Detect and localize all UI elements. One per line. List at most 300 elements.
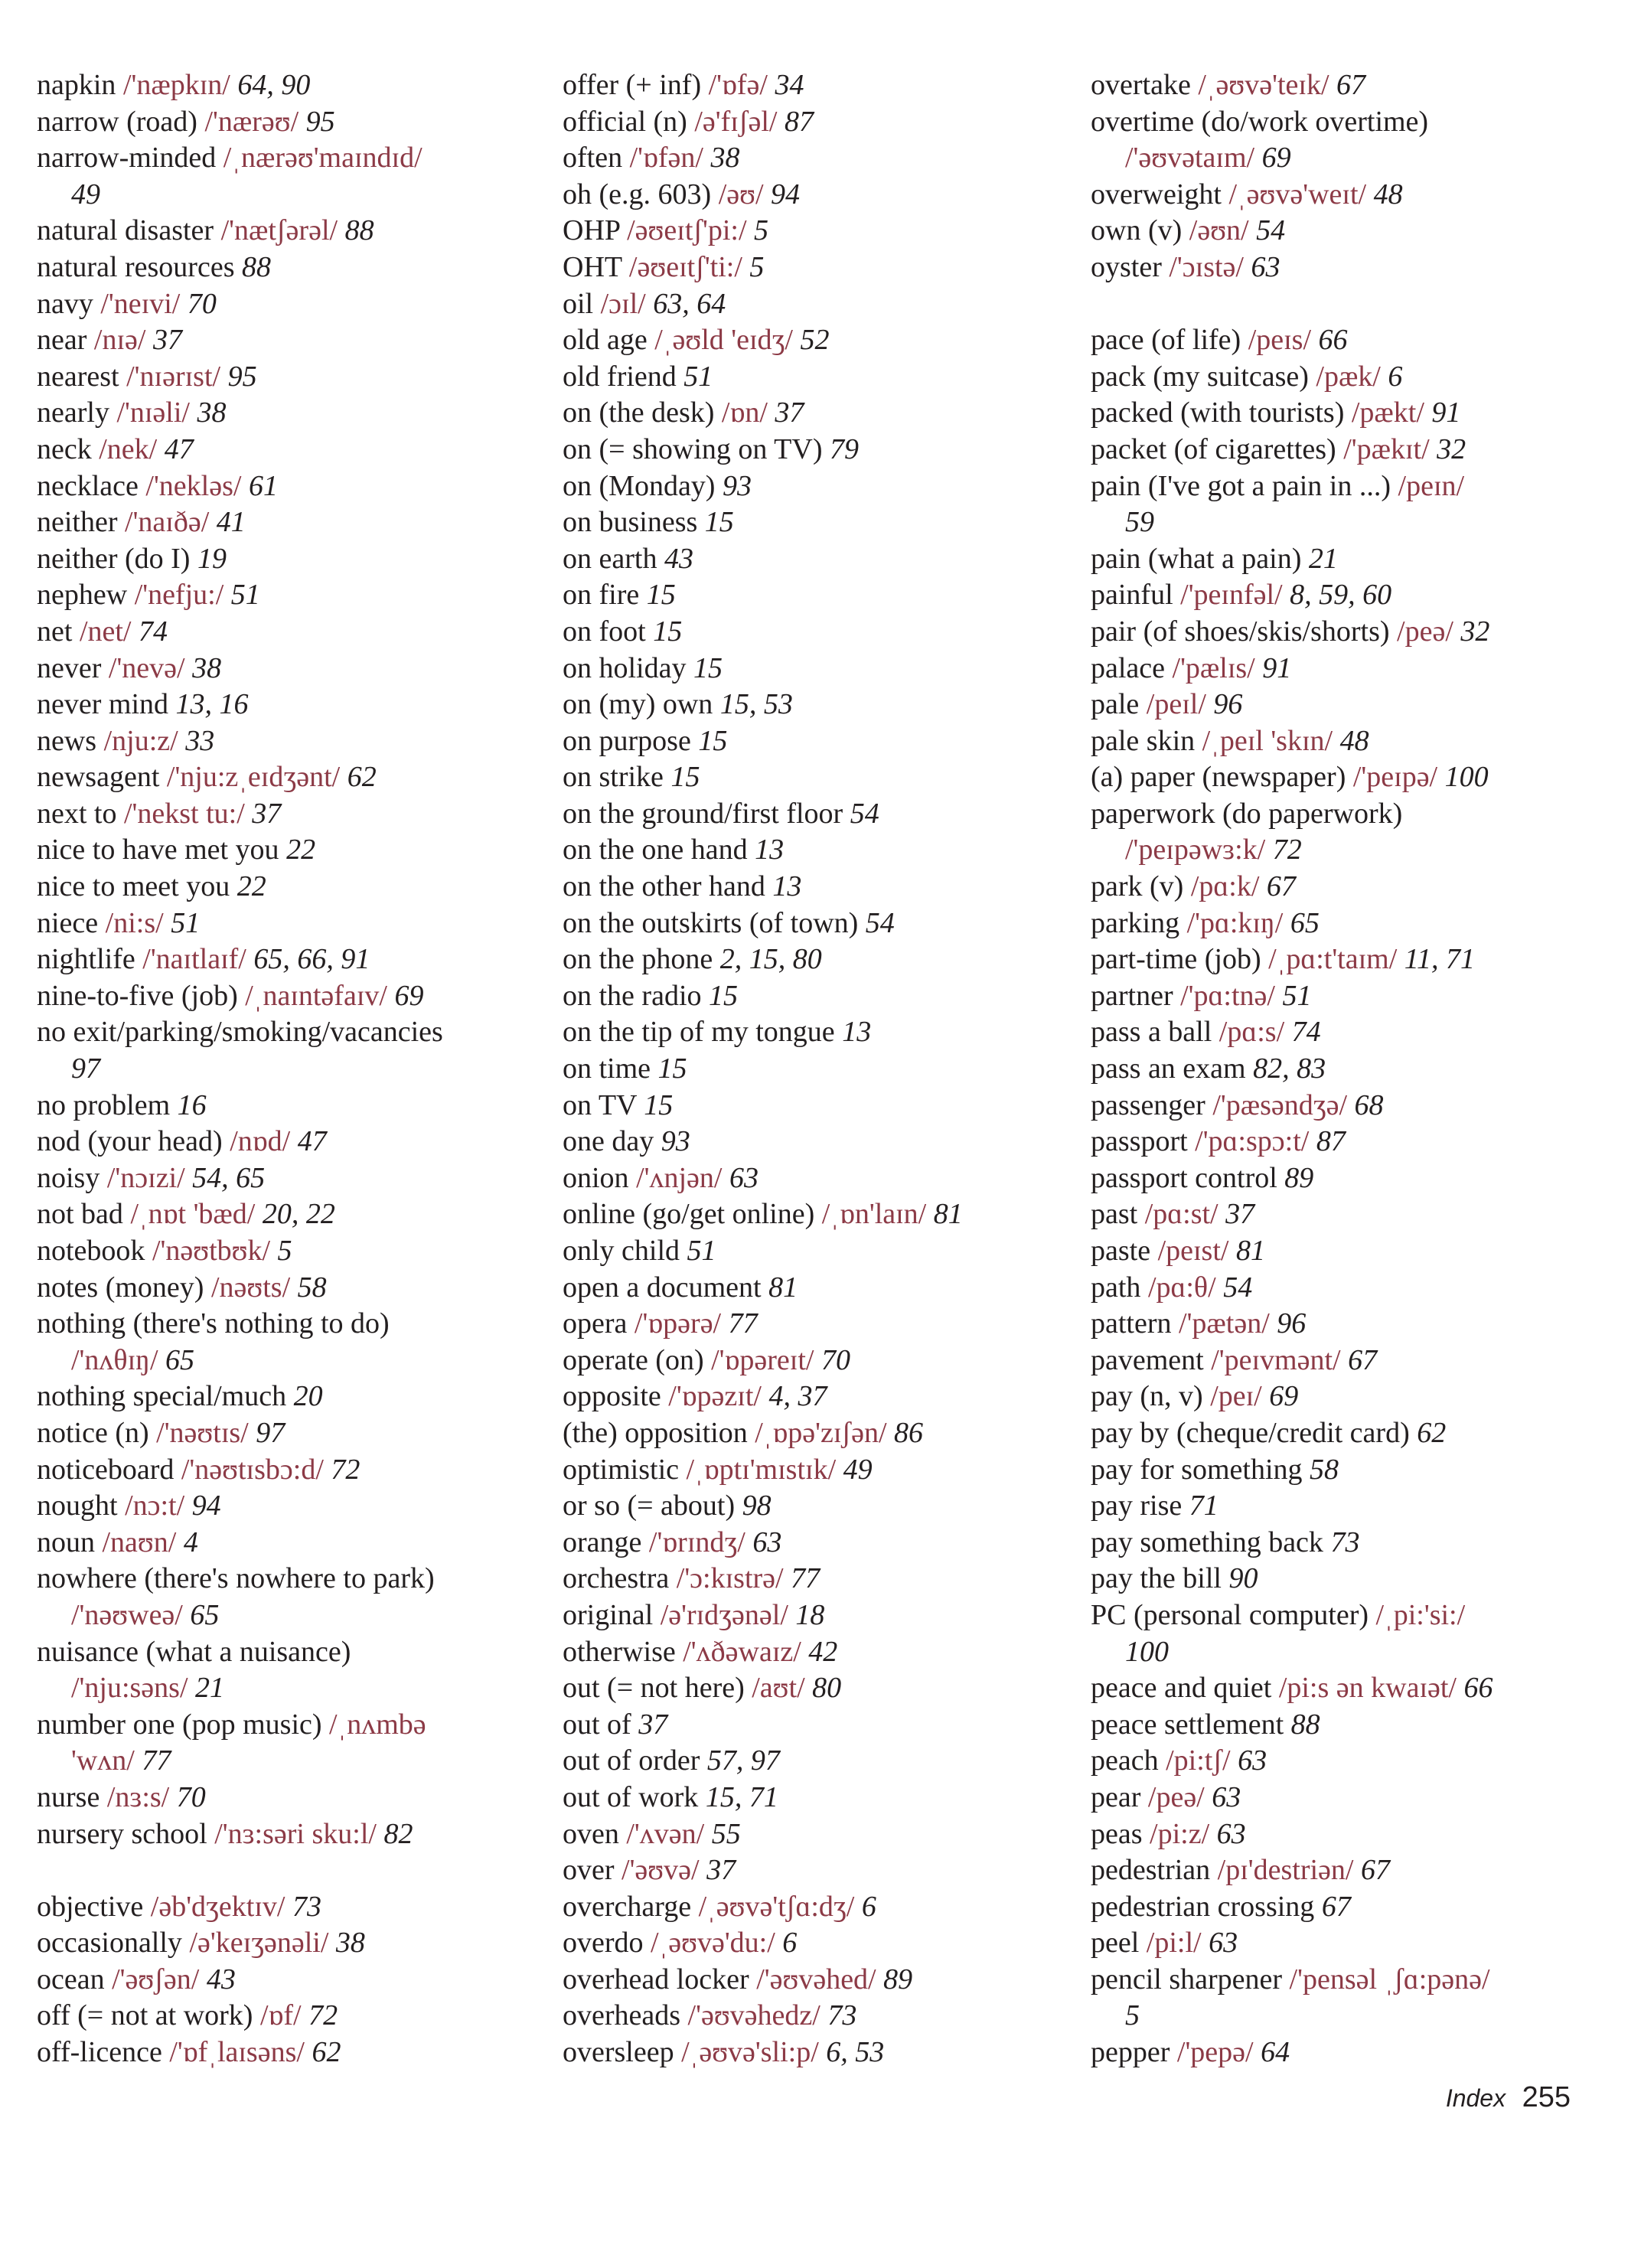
entry-pages: 65 (1290, 906, 1320, 939)
index-entry (1091, 1270, 1611, 1307)
entry-pages: 62 (347, 761, 377, 794)
entry-headword: paperwork (do paperwork) (1091, 797, 1403, 830)
letter-gap (1091, 286, 1611, 323)
entry-pages: 5 (754, 214, 769, 247)
entry-pronunciation: /'nɪərɪst/ (126, 360, 221, 393)
entry-pronunciation: /'ʌvən/ (626, 1817, 705, 1850)
entry-headword: occasionally (37, 1927, 182, 1960)
entry-pages: 81 (933, 1198, 963, 1231)
entry-pronunciation: /nɜ:s/ (106, 1780, 170, 1813)
entry-pronunciation: /'pensəl ˌʃɑ:pənə/ (1289, 1963, 1490, 1996)
index-entry (1091, 1196, 1611, 1233)
entry-headword: noun (37, 1526, 95, 1558)
entry-pages: 100 (1444, 761, 1489, 794)
entry-pronunciation: /ɒn/ (721, 396, 768, 429)
entry-headword: own (v) (1091, 214, 1183, 247)
index-entry (37, 1196, 527, 1233)
entry-pronunciation: /ˌpeɪl 'skɪn/ (1202, 724, 1333, 757)
entry-pages: 63 (1212, 1780, 1241, 1813)
index-entry (37, 1816, 527, 1853)
entry-pronunciation: /'nəʊtbʊk/ (152, 1235, 271, 1267)
index-entry (563, 614, 1052, 651)
entry-headword: off-licence (37, 2036, 162, 2069)
entry-pages: 65, 66, 91 (253, 943, 370, 976)
entry-pronunciation: /ˌnɒt 'bæd/ (130, 1198, 256, 1231)
entry-pages: 67 (1321, 1890, 1351, 1923)
index-entry (37, 869, 527, 906)
entry-headword: not bad (37, 1198, 123, 1231)
index-entry (37, 541, 527, 578)
entry-headword: notebook (37, 1235, 145, 1267)
entry-headword: painful (1091, 579, 1173, 612)
entry-pages: 95 (305, 105, 335, 138)
entry-pronunciation: /nɪə/ (93, 324, 146, 357)
entry-headword: oven (563, 1817, 619, 1850)
entry-pages: 77 (142, 1744, 171, 1777)
index-entry (563, 322, 1052, 359)
index-entry (1091, 2035, 1611, 2071)
entry-pages: 88 (344, 214, 374, 247)
entry-pages: 51 (1282, 979, 1312, 1012)
entry-headword: on (my) own (563, 688, 713, 721)
index-column-1 (37, 67, 527, 2071)
entry-headword: nothing (there's nothing to do) (37, 1307, 390, 1340)
entry-headword: pedestrian crossing (1091, 1890, 1315, 1923)
entry-continuation (1091, 504, 1611, 541)
index-entry (1091, 250, 1611, 286)
entry-headword: no problem (37, 1088, 171, 1121)
index-entry (37, 395, 527, 432)
entry-headword: on holiday (563, 651, 687, 684)
entry-pages: 5 (277, 1235, 292, 1267)
index-entry (1091, 1743, 1611, 1780)
index-entry (563, 1233, 1052, 1270)
entry-pages: 32 (1460, 615, 1490, 648)
entry-headword: out of order (563, 1744, 700, 1777)
entry-pages: 63 (1209, 1927, 1238, 1960)
entry-pages: 98 (742, 1490, 772, 1522)
entry-pronunciation: /'nevə/ (108, 651, 185, 684)
entry-headword: nowhere (there's nowhere to park) (37, 1562, 435, 1595)
entry-headword: pain (I've got a pain in ...) (1091, 469, 1391, 502)
index-entry (563, 1014, 1052, 1051)
index-entry (37, 504, 527, 541)
entry-pronunciation: /ɒf/ (259, 1999, 302, 2032)
entry-pages: 90 (1228, 1562, 1258, 1595)
index-entry (37, 796, 527, 833)
entry-pages: 52 (800, 324, 830, 357)
index-entry (37, 432, 527, 468)
index-entry (37, 1415, 527, 1452)
entry-headword: navy (37, 287, 93, 320)
entry-pronunciation: /'əʊvəhed/ (756, 1963, 876, 1996)
entry-pages: 15 (709, 979, 739, 1012)
entry-headword: on the radio (563, 979, 702, 1012)
entry-pronunciation: /pɑ:st/ (1144, 1198, 1219, 1231)
entry-headword: offer (+ inf) (563, 69, 702, 101)
entry-headword: orange (563, 1526, 642, 1558)
entry-continuation (1091, 1998, 1611, 2035)
entry-headword: (the) opposition (563, 1416, 748, 1449)
entry-pages: 86 (894, 1416, 924, 1449)
entry-pages: 32 (1437, 432, 1466, 465)
entry-headword: pass an exam (1091, 1052, 1246, 1085)
entry-headword: pay something back (1091, 1526, 1323, 1558)
entry-headword: on the one hand (563, 834, 748, 866)
index-entry (1091, 796, 1611, 869)
entry-headword: partner (1091, 979, 1173, 1012)
index-entry (1091, 177, 1611, 214)
entry-headword: off (= not at work) (37, 1999, 253, 2032)
entry-headword: nine-to-five (job) (37, 979, 238, 1012)
index-entry (37, 1525, 527, 1561)
index-entry (1091, 1160, 1611, 1197)
entry-pages: 94 (191, 1490, 221, 1522)
entry-pages: 65 (190, 1598, 220, 1631)
entry-pages: 4, 37 (768, 1380, 827, 1413)
index-column-3 (1091, 67, 1611, 2071)
entry-pronunciation: /ə'rɪdʒənəl/ (660, 1598, 788, 1631)
entry-headword: old friend (563, 360, 677, 393)
index-entry (563, 1124, 1052, 1160)
entry-pages: 37 (706, 1854, 736, 1887)
entry-pages: 6, 53 (826, 2036, 885, 2069)
index-entry (37, 1452, 527, 1489)
entry-headword: on strike (563, 761, 664, 794)
entry-pages: 55 (711, 1817, 741, 1850)
entry-pronunciation: /'əʊvəhedz/ (687, 1999, 820, 2032)
entry-pronunciation: /ˌəʊvə'teɪk/ (1198, 69, 1329, 101)
index-entry (1091, 1233, 1611, 1270)
entry-pages: 4 (183, 1526, 198, 1558)
entry-pages: 82, 83 (1253, 1052, 1326, 1085)
entry-headword: out (= not here) (563, 1672, 745, 1705)
entry-pages: 100 (1125, 1635, 1169, 1668)
footer-label: Index (1445, 2084, 1506, 2112)
entry-pages: 63 (729, 1161, 759, 1194)
entry-pronunciation: /'nɪəli/ (116, 396, 190, 429)
entry-pronunciation: /'neɪvi/ (100, 287, 181, 320)
entry-pronunciation: /ˌɒptɪ'mɪstɪk/ (686, 1453, 837, 1486)
index-entry (1091, 395, 1611, 432)
entry-continuation (37, 177, 527, 214)
entry-pages: 62 (1417, 1416, 1447, 1449)
entry-pages: 67 (1266, 870, 1296, 903)
entry-pronunciation: /'nærəʊ/ (204, 105, 299, 138)
entry-headword: overweight (1091, 178, 1222, 210)
index-entry (563, 2035, 1052, 2071)
index-entry (37, 213, 527, 250)
entry-pages: 64 (1261, 2036, 1290, 2069)
entry-pages: 66 (1463, 1672, 1493, 1705)
entry-pages: 93 (661, 1125, 690, 1158)
index-entry (1091, 1670, 1611, 1707)
entry-pages: 69 (1269, 1380, 1299, 1413)
letter-gap (37, 1852, 527, 1889)
index-entry (1091, 213, 1611, 250)
entry-pages: 15 (646, 579, 676, 612)
index-entry (563, 1925, 1052, 1962)
index-entry (37, 978, 527, 1015)
entry-headword: noisy (37, 1161, 100, 1194)
index-entry (563, 1852, 1052, 1889)
entry-continuation (1091, 140, 1611, 177)
entry-pages: 97 (256, 1416, 285, 1449)
entry-pages: 96 (1213, 688, 1243, 721)
entry-headword: neck (37, 432, 92, 465)
index-entry (563, 213, 1052, 250)
entry-pronunciation: /'nju:zˌeɪdʒənt/ (166, 761, 341, 794)
index-entry (1091, 1124, 1611, 1160)
entry-headword: pay by (cheque/credit card) (1091, 1416, 1410, 1449)
entry-pages: 5 (749, 250, 765, 283)
index-entry (563, 1889, 1052, 1926)
index-entry (563, 1561, 1052, 1597)
entry-pronunciation: /peɪs/ (1248, 324, 1312, 357)
entry-headword: on the ground/first floor (563, 797, 843, 830)
entry-headword: on time (563, 1052, 651, 1085)
entry-headword: over (563, 1854, 615, 1887)
entry-pronunciation: /pi:l/ (1146, 1927, 1202, 1960)
index-entry (1091, 1889, 1611, 1926)
index-entry (563, 796, 1052, 833)
entry-pages: 20 (293, 1380, 323, 1413)
index-entry (563, 468, 1052, 505)
index-entry (563, 1962, 1052, 1999)
entry-pages: 72 (308, 1999, 338, 2032)
index-entry (37, 614, 527, 651)
index-entry (37, 1014, 527, 1087)
entry-pages: 93 (722, 469, 752, 502)
entry-pages: 21 (1308, 542, 1338, 575)
entry-headword: pay (n, v) (1091, 1380, 1203, 1413)
index-entry (1091, 723, 1611, 760)
entry-pages: 48 (1373, 178, 1403, 210)
entry-pronunciation: /'nekləs/ (145, 469, 242, 502)
index-entry (1091, 759, 1611, 796)
index-entry (1091, 869, 1611, 906)
index-entry (563, 359, 1052, 396)
entry-headword: nod (your head) (37, 1125, 223, 1158)
entry-pages: 15, 53 (719, 688, 793, 721)
entry-headword: overtake (1091, 69, 1191, 101)
entry-headword: pass a ball (1091, 1016, 1212, 1049)
index-entry (563, 869, 1052, 906)
entry-headword: pavement (1091, 1343, 1204, 1376)
entry-pages: 15 (670, 761, 700, 794)
entry-headword: nursery school (37, 1817, 207, 1850)
entry-pronunciation: /'ʌnjən/ (636, 1161, 723, 1194)
entry-pronunciation: /'peɪvmənt/ (1211, 1343, 1341, 1376)
entry-headword: pain (what a pain) (1091, 542, 1302, 575)
entry-headword: overdo (563, 1927, 644, 1960)
index-entry (1091, 941, 1611, 978)
index-entry (563, 1525, 1052, 1561)
entry-pronunciation: /'nætʃərəl/ (220, 214, 338, 247)
index-entry (1091, 468, 1611, 541)
index-entry (37, 577, 527, 614)
entry-pronunciation: /'nɜ:səri sku:l/ (214, 1817, 377, 1850)
index-entry (37, 1998, 527, 2035)
entry-continuation (37, 1051, 527, 1088)
entry-pronunciation: /əʊeɪtʃ'pi:/ (627, 214, 747, 247)
index-entry (563, 1160, 1052, 1197)
entry-pronunciation: /pɑ:s/ (1219, 1016, 1285, 1049)
entry-pronunciation: /'ɒfˌlaɪsəns/ (169, 2036, 305, 2069)
entry-pages: 57, 97 (706, 1744, 780, 1777)
entry-headword: ocean (37, 1963, 105, 1996)
index-entry (1091, 1014, 1611, 1051)
index-entry (563, 1452, 1052, 1489)
entry-headword: pale skin (1091, 724, 1196, 757)
entry-headword: on the tip of my tongue (563, 1016, 835, 1049)
entry-pages: 43 (206, 1963, 236, 1996)
entry-pages: 22 (286, 834, 316, 866)
entry-pronunciation: /nek/ (99, 432, 158, 465)
entry-pages: 73 (827, 1999, 857, 2032)
page-footer (1446, 2080, 1571, 2114)
entry-pronunciation: /ˌəʊld 'eɪdʒ/ (654, 324, 793, 357)
entry-headword: overheads (563, 1999, 681, 2032)
index-entry (37, 832, 527, 869)
entry-pronunciation: /'peɪpəwɜ:k/ (1125, 834, 1266, 866)
entry-pronunciation: /ˌəʊvə'tʃɑ:dʒ/ (698, 1890, 855, 1923)
entry-continuation (37, 1670, 527, 1707)
entry-headword: narrow (road) (37, 105, 197, 138)
entry-headword: neither (37, 506, 118, 539)
entry-pages: 62 (312, 2036, 341, 2069)
entry-pages: 37 (252, 797, 282, 830)
entry-pages: 72 (331, 1453, 360, 1486)
entry-pages: 6 (782, 1927, 798, 1960)
index-entry (37, 1889, 527, 1926)
entry-headword: or so (= about) (563, 1490, 736, 1522)
entry-pronunciation: /'pepə/ (1176, 2036, 1254, 2069)
entry-pages: 87 (1316, 1125, 1346, 1158)
index-entry (1091, 322, 1611, 359)
entry-pages: 69 (394, 979, 424, 1012)
entry-pages: 95 (227, 360, 257, 393)
entry-headword: noticeboard (37, 1453, 175, 1486)
entry-headword: pay the bill (1091, 1562, 1222, 1595)
index-entry (563, 395, 1052, 432)
index-entry (563, 140, 1052, 177)
entry-pronunciation: /'peɪpə/ (1352, 761, 1438, 794)
entry-headword: otherwise (563, 1635, 676, 1668)
index-entry (37, 1160, 527, 1197)
index-entry (1091, 359, 1611, 396)
index-entry (563, 759, 1052, 796)
entry-headword: news (37, 724, 97, 757)
index-entry (563, 1306, 1052, 1343)
entry-continuation (37, 1597, 527, 1634)
entry-pages: 48 (1339, 724, 1369, 757)
entry-pages: 91 (1431, 396, 1461, 429)
entry-pages: 38 (710, 142, 740, 175)
index-entry (563, 978, 1052, 1015)
entry-pages: 70 (187, 287, 217, 320)
index-entry (37, 759, 527, 796)
entry-pronunciation: /ˌəʊvə'weɪt/ (1228, 178, 1367, 210)
entry-pages: 33 (185, 724, 215, 757)
entry-headword: pair (of shoes/skis/shorts) (1091, 615, 1390, 648)
index-entry (1091, 1780, 1611, 1816)
index-entry (37, 1270, 527, 1307)
entry-pronunciation: /ˌɒpə'zɪʃən/ (755, 1416, 887, 1449)
entry-pages: 66 (1318, 324, 1348, 357)
index-entry (563, 1051, 1052, 1088)
index-entry (1091, 577, 1611, 614)
entry-pages: 19 (197, 542, 227, 575)
index-entry (563, 1816, 1052, 1853)
index-entry (563, 1343, 1052, 1379)
entry-headword: on the other hand (563, 870, 765, 903)
entry-headword: on (= showing on TV) (563, 432, 823, 465)
entry-headword: park (v) (1091, 870, 1184, 903)
entry-pronunciation: /net/ (79, 615, 132, 648)
entry-headword: pale (1091, 688, 1140, 721)
entry-pronunciation: /'næpkɪn/ (122, 69, 230, 101)
entry-pages: 5 (1125, 1999, 1140, 2032)
entry-pronunciation: /'ʌðəwaɪz/ (683, 1635, 801, 1668)
entry-pronunciation: /pɑ:θ/ (1147, 1271, 1216, 1304)
entry-headword: nought (37, 1490, 118, 1522)
entry-pages: 65 (165, 1343, 195, 1376)
index-entry (1091, 1452, 1611, 1489)
entry-pronunciation: /'pæsəndʒə/ (1212, 1088, 1348, 1121)
entry-pages: 49 (71, 178, 100, 210)
entry-pages: 89 (883, 1963, 913, 1996)
entry-pronunciation: /pɪ'destriən/ (1217, 1854, 1354, 1887)
entry-pages: 51 (230, 579, 260, 612)
entry-headword: pear (1091, 1780, 1141, 1813)
entry-headword: peach (1091, 1744, 1159, 1777)
entry-headword: never (37, 651, 102, 684)
entry-headword: on foot (563, 615, 646, 648)
index-entry (563, 1634, 1052, 1671)
entry-headword: overhead locker (563, 1963, 749, 1996)
index-entry (563, 1270, 1052, 1307)
entry-pages: 38 (335, 1927, 365, 1960)
index-entry (563, 1707, 1052, 1744)
entry-headword: no exit/parking/smoking/vacancies (37, 1016, 443, 1049)
entry-headword: passenger (1091, 1088, 1205, 1121)
entry-pronunciation: /'ɒpəzɪt/ (668, 1380, 762, 1413)
index-entry (37, 1379, 527, 1415)
index-entry (563, 1488, 1052, 1525)
entry-headword: OHP (563, 214, 620, 247)
entry-pages: 11, 71 (1404, 943, 1475, 976)
entry-headword: paste (1091, 1235, 1151, 1267)
index-column-2 (563, 67, 1052, 2071)
entry-pages: 77 (728, 1307, 758, 1340)
entry-headword: newsagent (37, 761, 160, 794)
entry-pronunciation: /peɪl/ (1146, 688, 1206, 721)
entry-headword: nephew (37, 579, 128, 612)
entry-headword: pepper (1091, 2036, 1170, 2069)
entry-pronunciation: /'pɑ:spɔ:t/ (1195, 1125, 1310, 1158)
entry-pages: 51 (171, 906, 201, 939)
entry-headword: oil (563, 287, 594, 320)
entry-pronunciation: /ˌəʊvə'sli:p/ (681, 2036, 819, 2069)
index-entry (563, 1088, 1052, 1124)
index-entry (563, 1780, 1052, 1816)
entry-headword: one day (563, 1125, 654, 1158)
entry-pronunciation-rest: 'wʌn/ (71, 1744, 135, 1777)
entry-pages: 61 (248, 469, 278, 502)
entry-pronunciation: /əʊn/ (1189, 214, 1249, 247)
index-entry (563, 104, 1052, 141)
